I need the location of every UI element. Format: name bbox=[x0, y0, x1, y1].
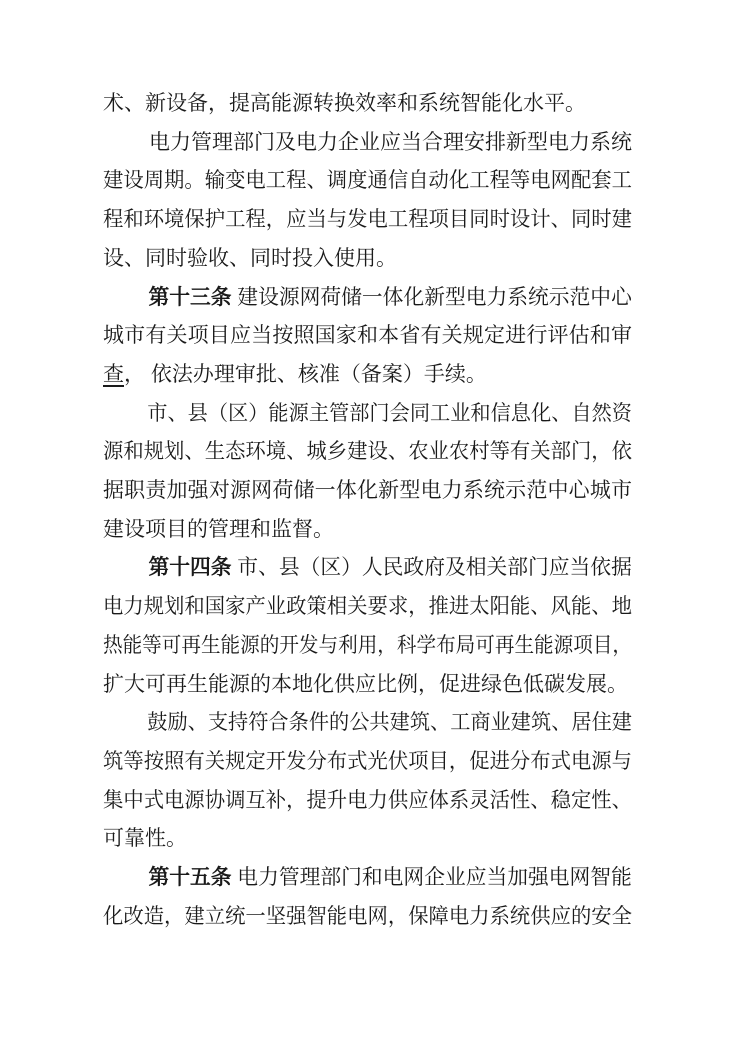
text-segment: 热能等可再生能源的开发与利用，科学布局可再生能源项目， bbox=[103, 633, 632, 657]
text-segment: 电力规划和国家产业政策相关要求，推进太阳能、风能、地 bbox=[103, 595, 632, 619]
text-line bbox=[103, 627, 632, 666]
text-segment: 电力管理部门和电网企业应当加强电网智能 bbox=[231, 866, 632, 890]
text-segment: 筑等按照有关规定开发分布式光伏项目，促进分布式电源与 bbox=[103, 749, 632, 773]
text-line bbox=[103, 704, 632, 743]
text-line bbox=[103, 859, 632, 898]
text-line bbox=[103, 317, 632, 356]
text-segment: ， 依法办理审批、核准（备案）手续。 bbox=[124, 362, 487, 386]
text-line bbox=[103, 279, 632, 318]
text-line bbox=[103, 201, 632, 240]
text-segment: 扩大可再生能源的本地化供应比例，促进绿色低碳发展。 bbox=[103, 672, 628, 696]
article-number-label: 第十三条 bbox=[148, 285, 232, 309]
text-segment: 术、新设备，提高能源转换效率和系统智能化水平。 bbox=[103, 92, 586, 115]
text-line bbox=[103, 433, 632, 472]
text-line bbox=[103, 85, 632, 124]
article-number-label: 第十四条 bbox=[148, 556, 232, 580]
paragraph bbox=[103, 124, 632, 279]
text-line bbox=[103, 162, 632, 201]
text-line bbox=[103, 124, 632, 163]
text-line bbox=[103, 240, 632, 279]
text-segment: 建设项目的管理和监督。 bbox=[103, 517, 334, 541]
text-line bbox=[103, 898, 632, 937]
text-line bbox=[103, 743, 632, 782]
text-segment: 集中式电源协调互补，提升电力供应体系灵活性、稳定性、 bbox=[103, 788, 632, 812]
paragraph bbox=[103, 704, 632, 859]
paragraph bbox=[103, 549, 632, 704]
text-segment: 查 bbox=[103, 362, 124, 386]
text-segment: 据职责加强对源网荷储一体化新型电力系统示范中心城市 bbox=[103, 479, 632, 503]
text-line bbox=[103, 666, 632, 705]
paragraph bbox=[103, 395, 632, 550]
text-segment: 建设源网荷储一体化新型电力系统示范中心 bbox=[231, 285, 632, 309]
text-segment: 电力管理部门及电力企业应当合理安排新型电力系统 bbox=[149, 130, 632, 154]
text-line bbox=[103, 472, 632, 511]
text-segment: 化改造，建立统一坚强智能电网，保障电力系统供应的安全 bbox=[103, 904, 632, 928]
text-segment: 建设周期。输变电工程、调度通信自动化工程等电网配套工 bbox=[103, 169, 632, 193]
text-segment: 可靠性。 bbox=[103, 827, 187, 851]
text-segment: 城市有关项目应当按照国家和本省有关规定进行评估和审 bbox=[103, 324, 632, 348]
text-line bbox=[103, 549, 632, 588]
text-segment: 源和规划、生态环境、城乡建设、农业农村等有关部门，依 bbox=[103, 440, 632, 464]
text-line bbox=[103, 511, 632, 550]
text-segment: 鼓励、支持符合条件的公共建筑、工商业建筑、居住建 bbox=[147, 711, 632, 735]
paragraph bbox=[103, 279, 632, 395]
text-line bbox=[103, 588, 632, 627]
text-segment: 设、同时验收、同时投入使用。 bbox=[103, 246, 397, 270]
text-line bbox=[103, 820, 632, 859]
text-segment: 程和环境保护工程，应当与发电工程项目同时设计、同时建 bbox=[103, 208, 632, 232]
paragraph bbox=[103, 859, 632, 936]
text-segment: 市、县（区）能源主管部门会同工业和信息化、自然资 bbox=[147, 401, 632, 425]
text-line bbox=[103, 395, 632, 434]
paragraph bbox=[103, 85, 632, 124]
text-segment: 市、县（区）人民政府及相关部门应当依据 bbox=[231, 556, 632, 580]
text-line bbox=[103, 356, 632, 395]
text-line bbox=[103, 782, 632, 821]
document-body bbox=[103, 85, 632, 936]
article-number-label: 第十五条 bbox=[148, 866, 232, 890]
